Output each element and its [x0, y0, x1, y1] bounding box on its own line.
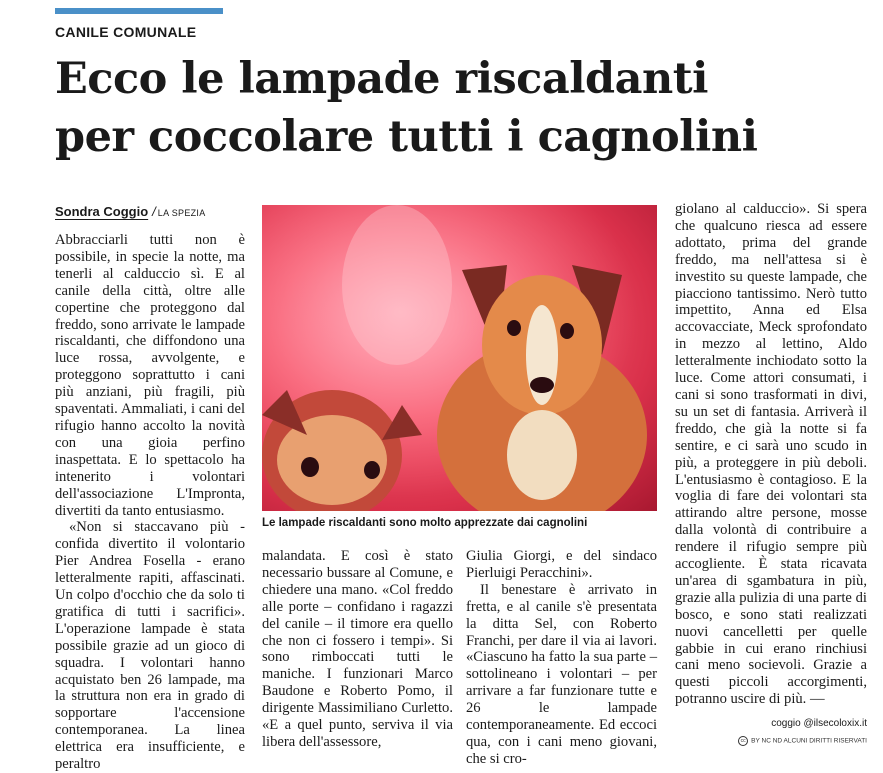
paragraph: Abbracciarli tutti non è possibile, in specie la notte, ma tenerli al calduccio sì. E al canile della città, oltre alle copertine che proteggono dal freddo, sono arrivate le lampade riscaldanti, che diffondono una luce rossa, avvolgente, e proteggono soprattutto i cani più anziani, più fragili, più spaventati. Ammaliati, i cani del rifugio hanno accolto la novità con una gioia perfino inaspettata. E lo spettacolo ha intenerito i volontari dell'associazione L'Impronta, divertiti da tanto entusiasmo.	[55, 232, 245, 519]
article-column-1	[55, 232, 245, 773]
creative-commons-icon: cc	[738, 736, 748, 746]
headline-line-2: per coccolare tutti i cagnolini	[55, 112, 758, 162]
paragraph: Giulia Giorgi, e del sindaco Pierluigi Peracchini».	[466, 548, 657, 581]
headline	[55, 50, 875, 166]
byline-separator: /	[152, 204, 156, 219]
rights-notice	[675, 736, 867, 746]
headline-line-1: Ecco le lampade riscaldanti	[55, 54, 708, 104]
article-column-2	[262, 548, 453, 751]
author-contact: coggio @ilsecoloxix.it	[771, 718, 867, 729]
paragraph: Il benestare è arrivato in fretta, e al canile s'è presentata la ditta Sel, con Roberto Franchi, per dare il via ai lavori. «Ciascuno ha fatto la sua parte – sottolineano i volontari – per arrivare a far funzionare tutte e 26 le lampade contemporaneamente. Ed eccoci qua, con i cani meno giovani, che si cro-	[466, 581, 657, 767]
byline	[55, 204, 206, 219]
byline-author: Sondra Coggio	[55, 204, 149, 219]
photo-caption: Le lampade riscaldanti sono molto apprezzate dai cagnolini	[262, 517, 588, 529]
paragraph: «Non si staccavano più - confida divertito il volontario Pier Andrea Fosella - erano letteralmente rapiti, affascinati. Un colpo d'occhio che da solo ti gratifica di tutti i sacrifici». L'operazione lampade è stata possibile grazie ad un gioco di squadra. I volontari hanno acquistato ben 26 lampade, ma la struttura non era in grado di sopportare l'accensione contemporanea. La linea elettrica era insufficiente, e peraltro	[55, 519, 245, 773]
paragraph: malandata. E così è stato necessario bussare al Comune, e chiedere una mano. «Col freddo alle porte – confidano i ragazzi del canile – il timore era quello che non ci fossero i tempi». Si sono rimboccati tutti le maniche. I funzionari Marco Baudone e Roberto Pomo, il dirigente Massimiliano Curletto. «E a quel punto, serviva il via libera dell'assessore,	[262, 548, 453, 750]
rights-text: BY NC ND ALCUNI DIRITTI RISERVATI	[751, 737, 867, 745]
article-column-3	[466, 548, 657, 768]
article-column-4	[675, 201, 867, 708]
byline-place: LA SPEZIA	[157, 208, 206, 218]
section-kicker: CANILE COMUNALE	[55, 24, 197, 40]
paragraph: giolano al calduccio». Si spera che qualcuno riesca ad essere adottato, prima del grande freddo, ma nell'attesa si è investito su queste lampade, che piacciono tantissimo. Nerò tutto impettito, Anna ed Elsa accovacciate, Meck sprofondato in mezzo al lettino, Aldo letteralmente inchiodato sotto la luce. Come attori consumati, i cani si sono trasformati in divi, su un set di fantasia. Arriverà il freddo, che già la notte si fa sentire, e ci sarà uno scudo in più, a proteggere in più deboli. L'entusiasmo è contagioso. E la voglia di fare dei volontari sta attirando altre persone, mosse dalla volontà di contribuire a rendere il rifugio sempre più accogliente. È stata ricavata un'area di sgambatura in più, grazie alla pulizia di una parte di bosco, e sono stati realizzati nuovi cancelletti per quelle gabbie in cui erano rinchiusi cani meno socievoli. Grazie a questi piccoli accorgimenti, potranno uscire di più. —	[675, 201, 867, 708]
section-accent-bar	[55, 8, 223, 14]
dogs-photo	[262, 205, 657, 511]
dogs-illustration	[262, 205, 657, 511]
